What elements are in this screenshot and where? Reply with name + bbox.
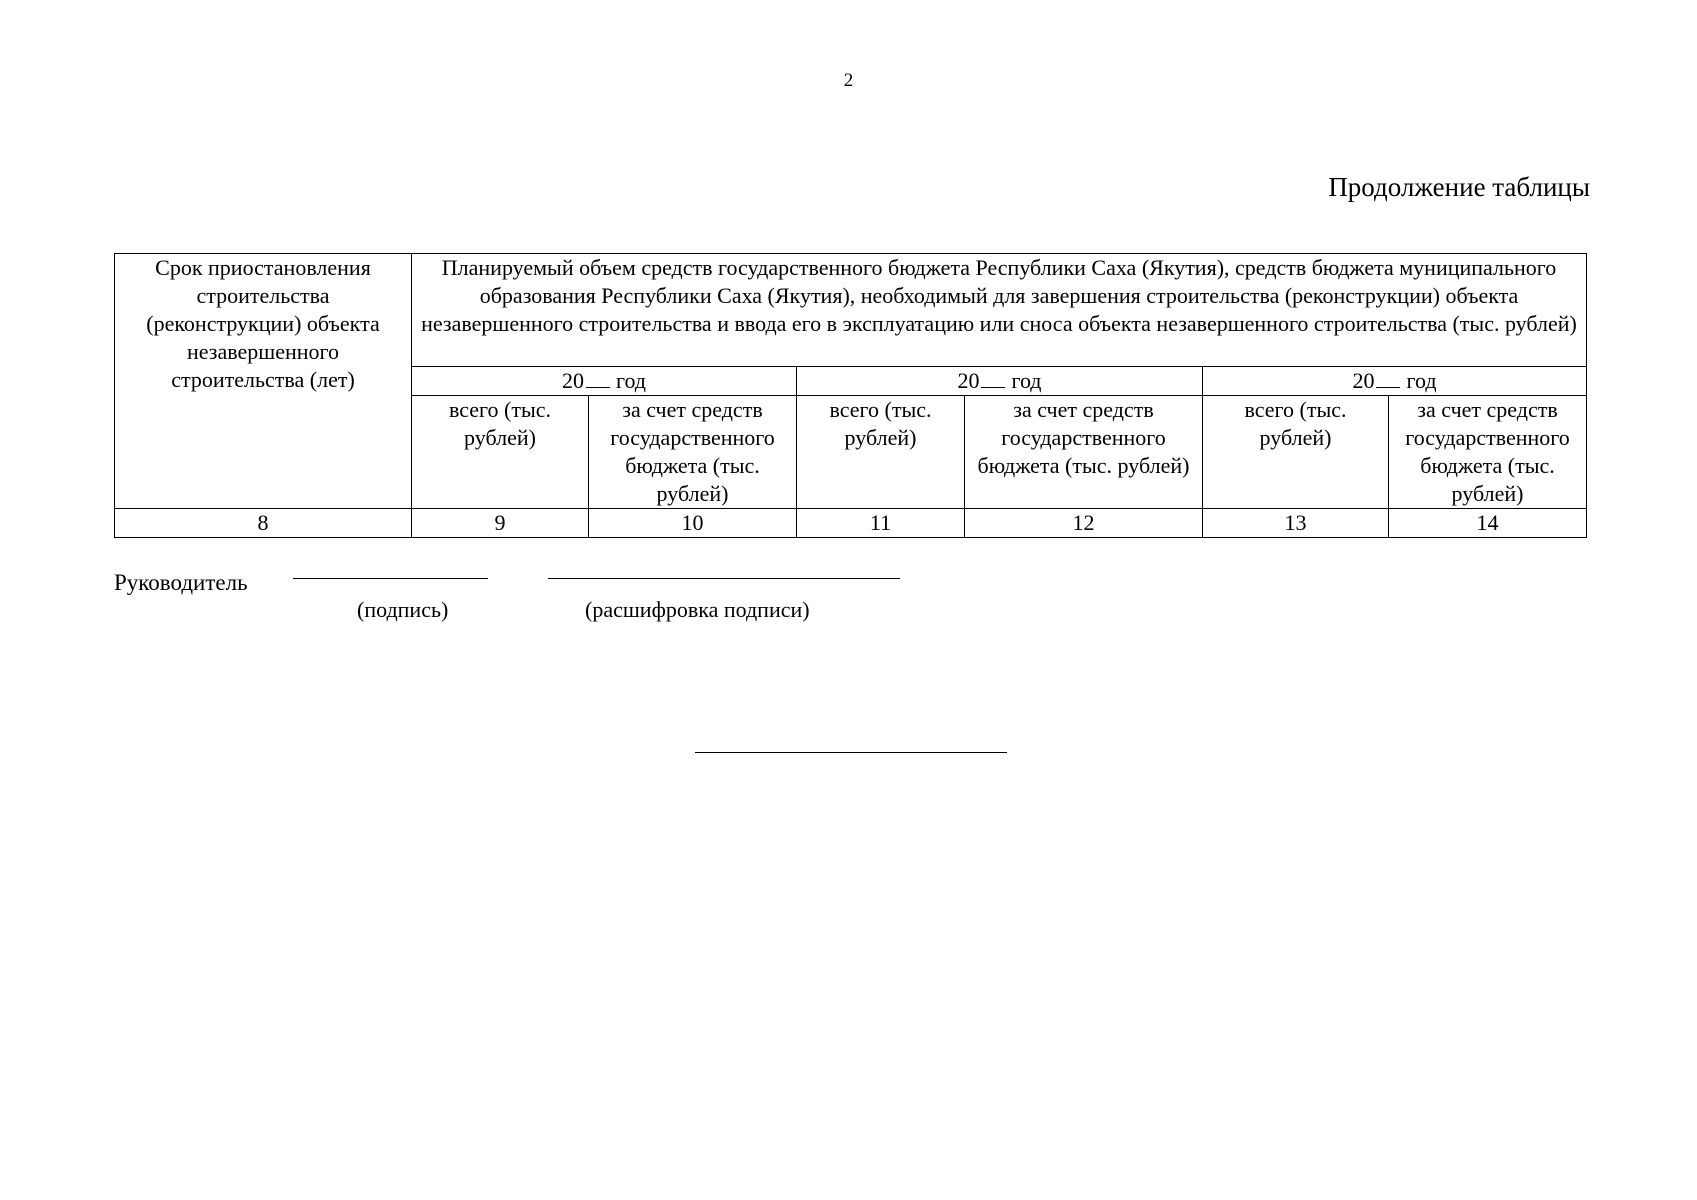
budget-table — [114, 253, 1587, 538]
year-suffix: год — [1011, 368, 1042, 393]
group-header: Планируемый объем средств государственного бюджета Республики Саха (Якутия), средств бюджета муниципального образования Республики Саха (Якутия), необходимый для завершения строительства (реконструкции) объекта незавершенного строительства и ввода его в эксплуатацию или сноса объекта незавершенного строительства (тыс. рублей) — [412, 254, 1587, 367]
column-number: 13 — [1203, 509, 1389, 538]
sub-header-state-budget: за счет средств государственного бюджета (тыс. рублей) — [1389, 396, 1587, 509]
column-numbers-row — [115, 509, 1587, 538]
year-header-3 — [1203, 367, 1587, 396]
decryption-caption: (расшифровка подписи) — [585, 597, 810, 622]
column-number: 12 — [965, 509, 1203, 538]
end-separator-line — [695, 752, 1007, 753]
year-header-1 — [412, 367, 797, 396]
year-suffix: год — [615, 368, 647, 393]
column-number: 14 — [1389, 509, 1587, 538]
role-label: Руководитель — [114, 570, 248, 595]
signature-line — [293, 578, 488, 579]
year-blank — [1376, 367, 1400, 388]
column-number: 10 — [589, 509, 797, 538]
sub-header-state-budget: за счет средств государственного бюджета (тыс. рублей) — [589, 396, 797, 509]
sub-header-state-budget: за счет средств государственного бюджета (тыс. рублей) — [965, 396, 1203, 509]
decryption-line — [548, 578, 900, 579]
col8-header: Срок приостановления строительства (реконструкции) объекта незавершенного строительства (лет) — [115, 254, 412, 509]
column-number: 11 — [797, 509, 965, 538]
sub-header-total: всего (тыс. рублей) — [797, 396, 965, 509]
sub-header-total: всего (тыс. рублей) — [1203, 396, 1389, 509]
year-prefix: 20 — [1352, 368, 1375, 393]
column-number: 8 — [115, 509, 412, 538]
page-number: 2 — [843, 70, 854, 91]
year-suffix: год — [1406, 368, 1437, 393]
year-header-2 — [797, 367, 1203, 396]
sub-header-total: всего (тыс. рублей) — [412, 396, 589, 509]
column-number: 9 — [412, 509, 589, 538]
signature-caption: (подпись) — [357, 597, 449, 622]
continuation-label: Продолжение таблицы — [1328, 172, 1590, 202]
year-blank — [981, 367, 1005, 388]
year-blank — [586, 367, 610, 388]
year-prefix: 20 — [957, 368, 980, 393]
year-prefix: 20 — [561, 368, 584, 393]
